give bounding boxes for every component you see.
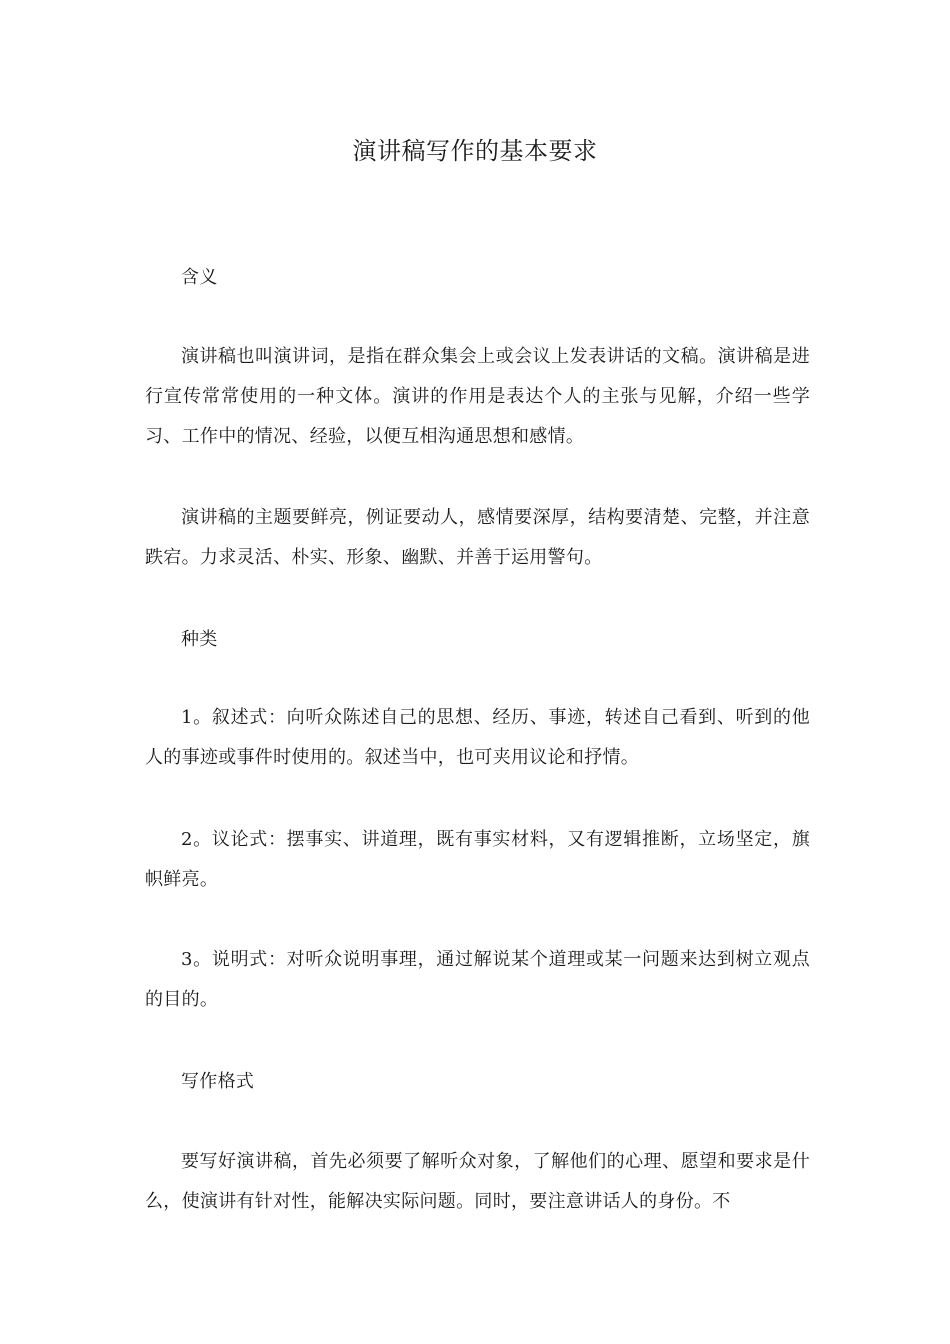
section-heading-meaning: 含义 <box>181 267 218 288</box>
paragraph-definition: 演讲稿也叫演讲词，是指在群众集会上或会议上发表讲话的文稿。演讲稿是进行宣传常常使用的一种文体。演讲的作用是表达个人的主张与见解，介绍一些学习、工作中的情况、经验，以便互相沟通思想和感情。 <box>145 346 810 447</box>
section-heading-types: 种类 <box>181 629 218 650</box>
paragraph-type-argumentative: 2。议论式：摆事实、讲道理，既有事实材料，又有逻辑推断，立场坚定，旗帜鲜亮。 <box>145 829 810 890</box>
paragraph-type-narrative: 1。叙述式：向听众陈述自己的思想、经历、事迹，转述自己看到、听到的他人的事迹或事件时使用的。叙述当中，也可夹用议论和抒情。 <box>145 707 810 768</box>
document-title: 演讲稿写作的基本要求 <box>352 137 598 165</box>
section-heading-format: 写作格式 <box>181 1071 255 1092</box>
paragraph-requirements: 演讲稿的主题要鲜亮，例证要动人，感情要深厚，结构要清楚、完整，并注意跌宕。力求灵活、朴实、形象、幽默、并善于运用警句。 <box>145 507 810 568</box>
paragraph-format: 要写好演讲稿，首先必须要了解听众对象，了解他们的心理、愿望和要求是什么，使演讲有针对性，能解决实际问题。同时，要注意讲话人的身份。不 <box>145 1151 810 1212</box>
paragraph-type-expository: 3。说明式：对听众说明事理，通过解说某个道理或某一问题来达到树立观点的目的。 <box>145 949 810 1010</box>
